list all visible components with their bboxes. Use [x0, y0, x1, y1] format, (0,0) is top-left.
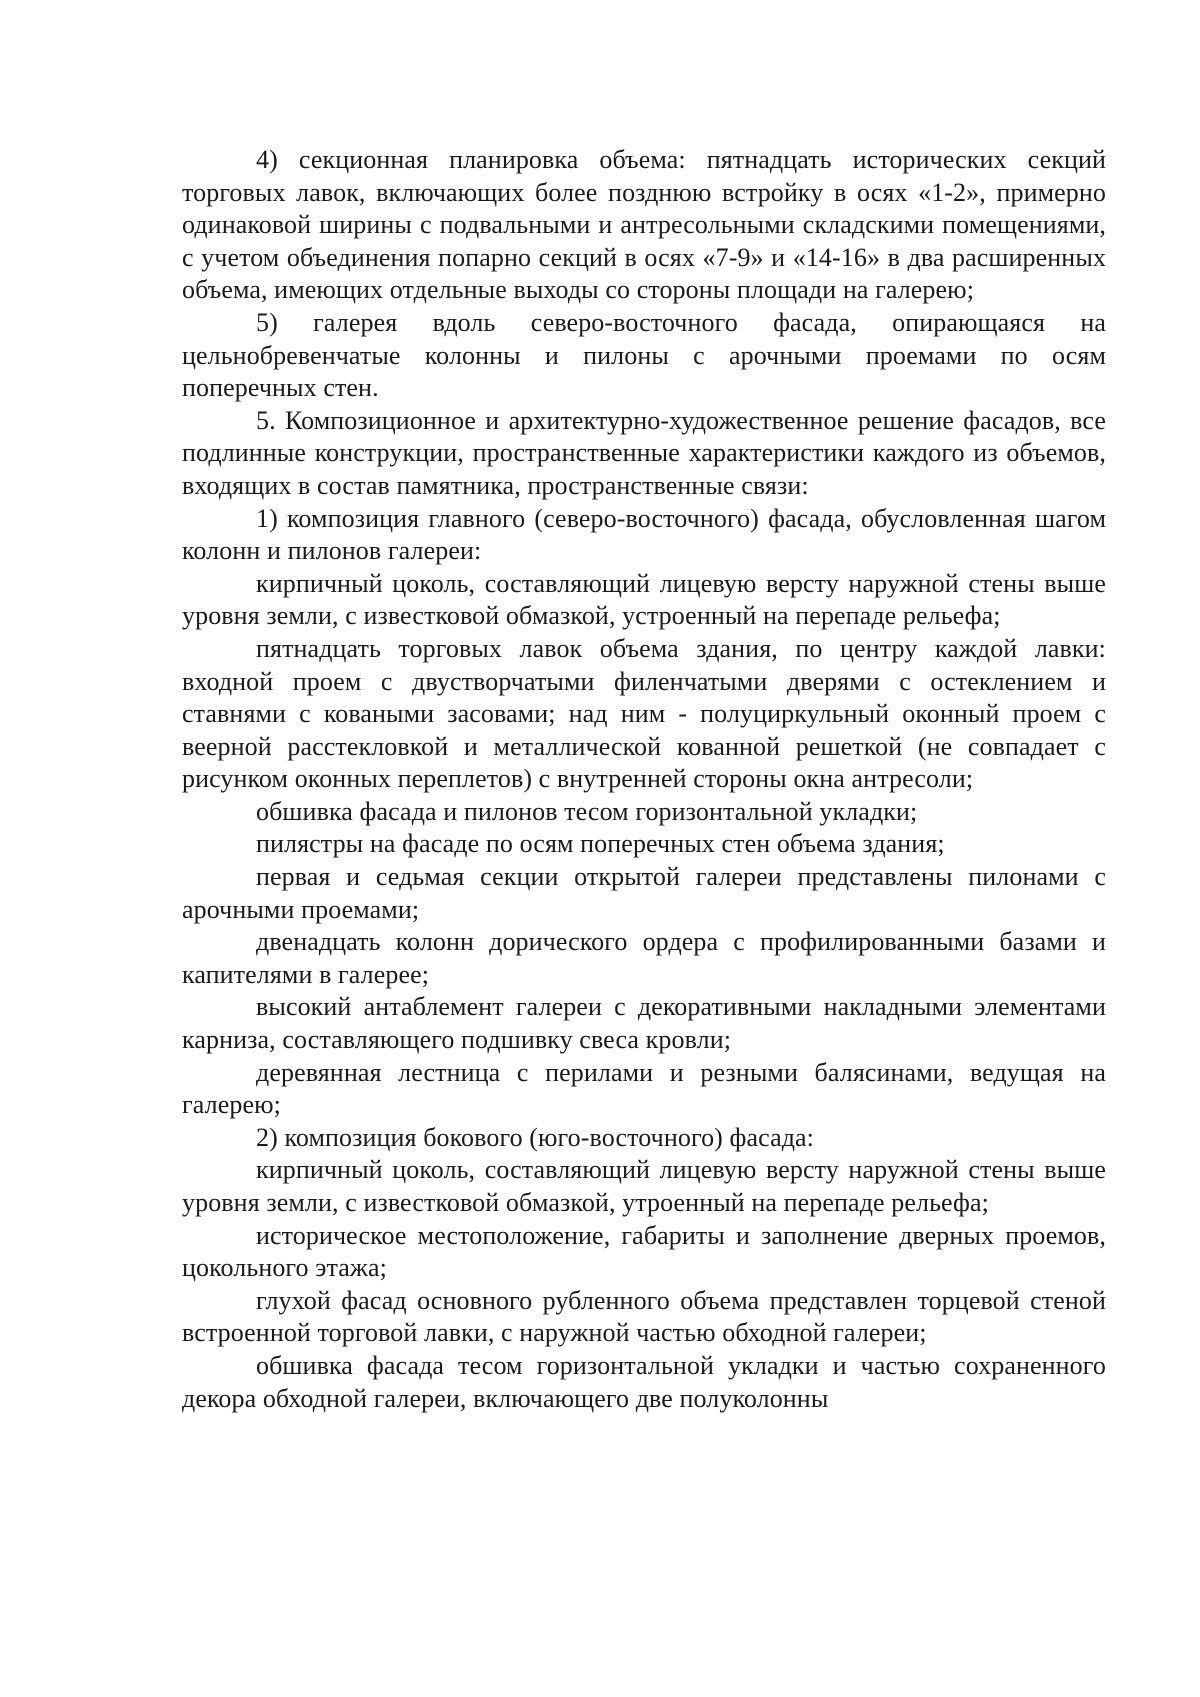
- paragraph-doric-columns: двенадцать колонн дорического ордера с профилированными базами и капителями в галерее;: [182, 927, 1106, 989]
- paragraph-main-facade-composition: 1) композиция главного (северо-восточного) фасада, обусловленная шагом колонн и пилонов галереи:: [182, 503, 1106, 566]
- paragraph-sectional-layout: 4) секционная планировка объема: пятнадцать исторических секций торговых лавок, включающих более позднюю встройку в осях «1-2», примерно одинаковой ширины с подвальными и антресольными складскими помещениями, с учетом объединения попарно секций в осях «7-9» и «14-16» в два расширенных объема, имеющих отдельные выходы со стороны площади на галерею;: [182, 145, 1106, 305]
- paragraph-pilasters: пилястры на фасаде по осям поперечных стен объема здания;: [256, 829, 945, 859]
- paragraph-gallery: 5) галерея вдоль северо-восточного фасада, опирающаяся на цельнобревенчатые колонны и пилоны с арочными проемами по осям поперечных стен.: [182, 307, 1106, 403]
- paragraph-fifteen-shops: пятнадцать торговых лавок объема здания, по центру каждой лавки: входной проем с двустворчатыми филенчатыми дверями с остеклением и ставнями с коваными засовами; над ним - полуциркульный оконный проем с веерной расстекловкой и металлической кованной решеткой (не совпадает с рисунком оконных переплетов) с внутренней стороны окна антресоли;: [182, 633, 1106, 794]
- paragraph-blind-facade: глухой фасад основного рубленного объема представлен торцевой стеной встроенной торговой лавки, с наружной частью обходной галереи;: [182, 1285, 1106, 1348]
- paragraph-side-cladding: обшивка фасада тесом горизонтальной укладки и частью сохраненного декора обходной галереи, включающего две полуколонны: [182, 1350, 1106, 1413]
- paragraph-facade-cladding: обшивка фасада и пилонов тесом горизонтальной укладки;: [256, 796, 918, 826]
- paragraph-gallery-sections: первая и седьмая секции открытой галереи представлены пилонами с арочными проемами;: [182, 862, 1106, 924]
- paragraph-section-5-heading: 5. Композиционное и архитектурно-художественное решение фасадов, все подлинные конструкции, пространственные характеристики каждого из объемов, входящих в состав памятника, пространственные связи:: [182, 405, 1106, 500]
- paragraph-wooden-staircase: деревянная лестница с перилами и резными балясинами, ведущая на галерею;: [182, 1057, 1106, 1120]
- paragraph-door-openings: историческое местоположение, габариты и заполнение дверных проемов, цокольного этажа;: [182, 1220, 1106, 1283]
- paragraph-entablature: высокий антаблемент галереи с декоративными накладными элементами карниза, составляющего подшивку свеса кровли;: [182, 992, 1106, 1055]
- document-body: [182, 144, 1106, 1415]
- paragraph-side-brick-plinth: кирпичный цоколь, составляющий лицевую версту наружной стены выше уровня земли, с известковой обмазкой, утроенный на перепаде рельефа;: [182, 1155, 1106, 1217]
- paragraph-brick-plinth: кирпичный цоколь, составляющий лицевую версту наружной стены выше уровня земли, с известковой обмазкой, устроенный на перепаде рельефа;: [182, 568, 1106, 631]
- paragraph-side-facade-composition: 2) композиция бокового (юго-восточного) фасада:: [256, 1122, 814, 1152]
